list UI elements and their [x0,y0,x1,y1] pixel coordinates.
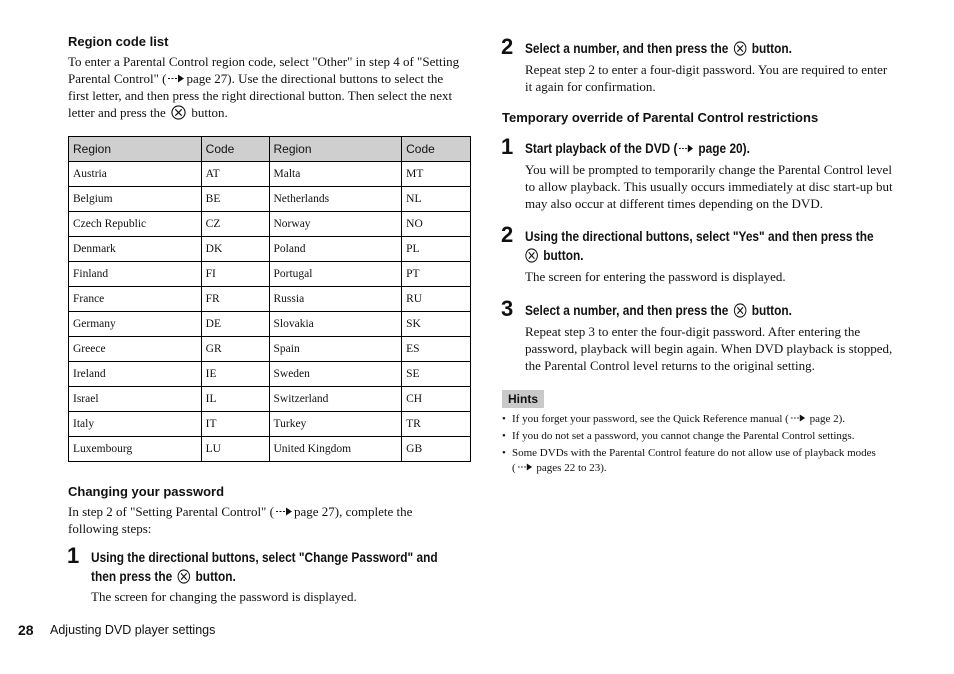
region-cell: Turkey [269,412,402,437]
code-cell: MT [402,162,471,187]
region-cell: Germany [69,312,202,337]
cross-button-icon [177,569,190,584]
override-step-1-body [525,161,915,212]
region-code-heading: Region code list [68,34,169,49]
step-title-text: Select a number, and then press the [525,41,729,56]
code-cell: RU [402,287,471,312]
code-cell: LU [201,437,269,462]
step-2-title [525,39,828,58]
step-title-line [525,301,792,320]
cross-button-icon [171,105,186,120]
table-row [69,362,471,387]
override-step-3-body [525,323,915,374]
bullet: • [502,430,506,442]
code-cell: DE [201,312,269,337]
intro-line [68,104,478,121]
intro-text: page 27), complete the [293,504,413,519]
intro-text: In step 2 of "Setting Parental Control" ( [68,504,274,519]
cross-button-icon [733,41,746,56]
code-cell: FI [201,262,269,287]
hint-text-part: ( [512,462,516,474]
cross-button-icon [733,303,746,318]
body-line: Repeat step 2 to enter a four-digit password. You are required to enter [525,62,888,77]
step-title-text: button. [195,569,236,584]
table-row [69,162,471,187]
hint-item [502,429,912,444]
table-header-row [69,137,471,162]
region-cell: Netherlands [269,187,402,212]
step-title-text: button. [751,303,792,318]
step-1-title [91,548,491,586]
code-cell: AT [201,162,269,187]
code-cell: GB [402,437,471,462]
region-cell: United Kingdom [269,437,402,462]
region-cell: Russia [269,287,402,312]
step-title-line [91,567,443,586]
intro-line: To enter a Parental Control region code, select "Other" in step 4 of "Setting [68,54,460,69]
intro-line: following steps: [68,521,152,536]
table-row [69,187,471,212]
region-cell: Norway [269,212,402,237]
cross-button-icon [525,248,538,263]
table-row [69,437,471,462]
step-title-text: then press the [91,569,173,584]
code-cell: BE [201,187,269,212]
region-code-table [68,136,471,462]
body-line: Repeat step 3 to enter the four-digit password. After entering the [525,324,861,339]
code-cell: CZ [201,212,269,237]
hint-text [512,412,845,427]
step-2-body [525,61,915,95]
code-cell: IT [201,412,269,437]
table-row [69,387,471,412]
code-cell: NL [402,187,471,212]
page-reference-arrow-icon [678,144,694,153]
step-title-line [525,139,750,158]
code-cell: GR [201,337,269,362]
code-cell: NO [402,212,471,237]
column-header: Region [269,137,402,162]
step-1-body: The screen for changing the password is displayed. [91,589,357,604]
code-cell: ES [402,337,471,362]
hint-text-line: Some DVDs with the Parental Control feature do not allow use of playback modes [512,447,876,459]
override-step-2-title [525,227,921,265]
step-number: 2 [501,34,514,59]
step-title-text: Start playback of the DVD ( [525,141,678,156]
code-cell: FR [201,287,269,312]
region-cell: Malta [269,162,402,187]
region-cell: Austria [69,162,202,187]
table-row [69,412,471,437]
region-cell: Belgium [69,187,202,212]
hint-text-part: pages 22 to 23). [536,462,607,474]
region-cell: Ireland [69,362,202,387]
override-step-3-title [525,301,828,320]
page-reference-arrow-icon [790,414,806,422]
column-header: Code [402,137,471,162]
code-cell: SE [402,362,471,387]
table-row [69,312,471,337]
region-cell: Finland [69,262,202,287]
body-line: You will be prompted to temporarily change the Parental Control level [525,162,892,177]
table-row [69,212,471,237]
region-cell: Sweden [269,362,402,387]
region-cell: Israel [69,387,202,412]
step-title-text: Select a number, and then press the [525,303,729,318]
change-password-intro [68,503,478,537]
step-title-text: button. [751,41,792,56]
region-cell: Luxembourg [69,437,202,462]
region-cell: Portugal [269,262,402,287]
code-cell: SK [402,312,471,337]
intro-text: Parental Control" ( [68,71,167,86]
page-reference-arrow-icon [517,463,533,471]
table-row [69,287,471,312]
table-row [69,237,471,262]
step-title-text: page 20). [698,141,750,156]
step-number: 1 [67,543,80,568]
hint-item [502,412,912,427]
code-cell: TR [402,412,471,437]
body-line: to allow playback. This usually occurs immediately at disc start-up but [525,179,893,194]
hint-text-part: page 2). [809,413,846,425]
region-cell: Switzerland [269,387,402,412]
body-line: password, playback will begin again. When DVD playback is stopped, [525,341,893,356]
step-number: 1 [501,134,514,159]
code-cell: CH [402,387,471,412]
code-cell: IE [201,362,269,387]
change-password-heading: Changing your password [68,484,225,499]
intro-text: button. [191,105,228,120]
step-title-line: Using the directional buttons, select "Yes" and then press the [525,229,874,244]
region-cell: Spain [269,337,402,362]
hint-text: If you do not set a password, you cannot change the Parental Control settings. [512,430,855,442]
hints-label: Hints [502,390,544,408]
step-title-line [525,39,792,58]
region-cell: Slovakia [269,312,402,337]
region-cell: Poland [269,237,402,262]
intro-text: letter and press the [68,105,166,120]
hint-item [502,446,912,476]
region-cell: Greece [69,337,202,362]
region-cell: Denmark [69,237,202,262]
table-row [69,262,471,287]
override-heading: Temporary override of Parental Control restrictions [502,110,819,125]
step-number: 3 [501,296,514,321]
intro-line [68,70,478,87]
override-step-2-body: The screen for entering the password is displayed. [525,269,786,284]
column-header: Region [69,137,202,162]
bullet: • [502,447,506,459]
hints-list [502,412,912,476]
region-cell: Italy [69,412,202,437]
bullet: • [502,413,506,425]
region-cell: Czech Republic [69,212,202,237]
intro-text: page 27). Use the directional buttons to select the [186,71,444,86]
page-number: 28 [18,622,34,638]
override-step-1-title [525,139,781,158]
footer-section-title: Adjusting DVD player settings [50,623,216,637]
column-header: Code [201,137,269,162]
intro-line [68,503,478,520]
table-row [69,337,471,362]
step-title-line [525,246,874,265]
hint-text [512,446,876,476]
step-title-text: button. [543,248,584,263]
region-cell: France [69,287,202,312]
body-line: it again for confirmation. [525,79,656,94]
region-code-intro [68,53,478,121]
body-line: may also occur at different times depending on the DVD. [525,196,823,211]
code-cell: DK [201,237,269,262]
code-cell: PL [402,237,471,262]
page-reference-arrow-icon [167,74,185,83]
step-number: 2 [501,222,514,247]
code-cell: IL [201,387,269,412]
code-cell: PT [402,262,471,287]
body-line: the Parental Control level returns to the original setting. [525,358,815,373]
page-reference-arrow-icon [275,507,293,516]
intro-line: first letter, and then press the right directional button. Then select the next [68,88,453,103]
step-title-line: Using the directional buttons, select "Change Password" and [91,550,438,565]
hint-text-part: If you forget your password, see the Quick Reference manual ( [512,413,789,425]
hint-text-line [512,461,876,476]
